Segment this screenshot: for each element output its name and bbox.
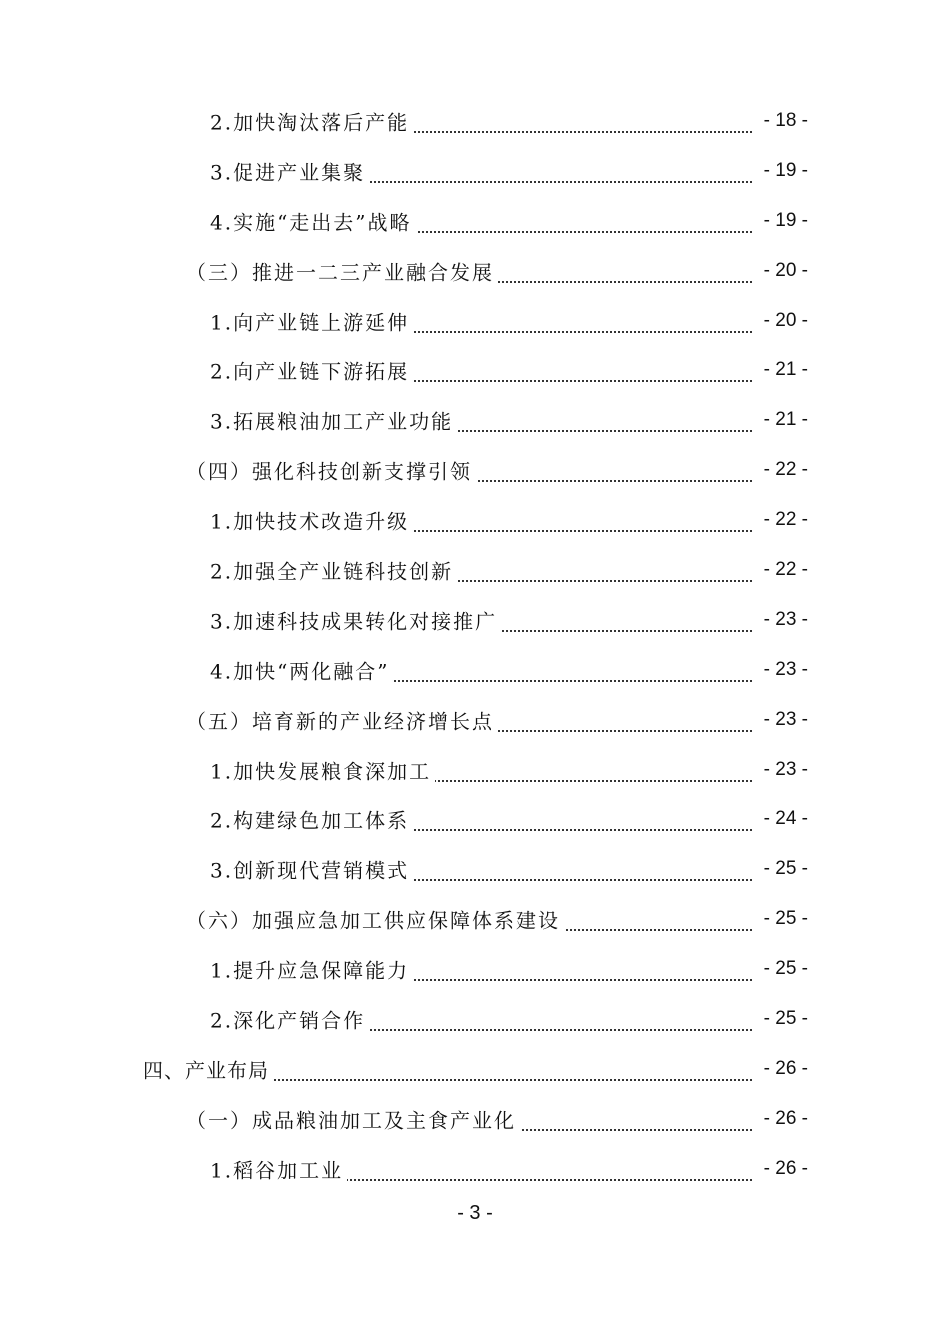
toc-entry[interactable] [0,495,950,545]
toc-entry-page: - 20 - [758,260,808,282]
toc-entry[interactable] [0,445,950,495]
toc-entry-title: 2.向产业链下游拓展 [210,356,413,385]
toc-entry-page: - 23 - [758,709,808,731]
toc-entry-title: 3.促进产业集聚 [210,156,369,185]
toc-entry-title: 3.拓展粮油加工产业功能 [210,406,457,435]
toc-entry-title: 2.加快淘汰落后产能 [210,106,413,135]
toc-entry-page: - 26 - [758,1058,808,1080]
toc-entry[interactable] [0,196,950,246]
toc-entry-title: 1.稻谷加工业 [210,1154,347,1183]
toc-entry-title: 3.创新现代营销模式 [210,855,413,884]
toc-entry-page: - 19 - [758,210,808,232]
toc-entry[interactable] [0,1144,950,1194]
toc-entry-page: - 23 - [758,659,808,681]
toc-entry-title: 1.加快技术改造升级 [210,506,413,535]
page-number: - 3 - [457,1202,493,1224]
toc-entry-title: （四）强化科技创新支撑引领 [186,456,476,485]
toc-entry-page: - 26 - [758,1158,808,1180]
toc-entry-page: - 21 - [758,409,808,431]
toc-entry-title: （一）成品粮油加工及主食产业化 [186,1104,520,1133]
toc-entry[interactable] [0,844,950,894]
toc-entry[interactable] [0,545,950,595]
toc-entry-page: - 19 - [758,160,808,182]
toc-entry-title: 4.实施“走出去”战略 [210,206,416,235]
toc-entry-page: - 22 - [758,509,808,531]
toc-entry-page: - 25 - [758,1008,808,1030]
toc-entry[interactable] [0,994,950,1044]
toc-entry-title: 2.加强全产业链科技创新 [210,555,457,584]
toc-entry[interactable] [0,96,950,146]
toc-entry-title: 2.构建绿色加工体系 [210,805,413,834]
toc-entry-page: - 22 - [758,459,808,481]
toc-entry[interactable] [0,695,950,745]
toc-entry-page: - 20 - [758,310,808,332]
toc-entry-title: 2.深化产销合作 [210,1004,369,1033]
toc-entry[interactable] [0,645,950,695]
toc-entry-page: - 18 - [758,110,808,132]
toc-entry-page: - 25 - [758,858,808,880]
toc-entry-page: - 22 - [758,559,808,581]
toc-entry-page: - 23 - [758,759,808,781]
toc-entry-page: - 25 - [758,908,808,930]
table-of-contents [0,96,950,1194]
toc-entry-title: 3.加速科技成果转化对接推广 [210,605,501,634]
toc-entry[interactable] [0,894,950,944]
toc-entry-page: - 21 - [758,359,808,381]
toc-entry-page: - 25 - [758,958,808,980]
toc-entry[interactable] [0,745,950,795]
toc-entry-title: （六）加强应急加工供应保障体系建设 [186,905,564,934]
toc-entry[interactable] [0,146,950,196]
toc-entry-title: 1.加快发展粮食深加工 [210,755,435,784]
toc-entry-page: - 23 - [758,609,808,631]
toc-entry-title: （五）培育新的产业经济增长点 [186,705,498,734]
toc-entry-title: 四、产业布局 [143,1054,273,1083]
toc-entry[interactable] [0,1094,950,1144]
toc-entry-page: - 24 - [758,808,808,830]
toc-entry[interactable] [0,345,950,395]
toc-entry-title: 1.提升应急保障能力 [210,955,413,984]
toc-entry[interactable] [0,944,950,994]
toc-entry-page: - 26 - [758,1108,808,1130]
toc-entry[interactable] [0,1044,950,1094]
toc-entry[interactable] [0,794,950,844]
toc-entry-title: （三）推进一二三产业融合发展 [186,256,498,285]
toc-entry[interactable] [0,395,950,445]
toc-entry[interactable] [0,296,950,346]
toc-entry-title: 1.向产业链上游延伸 [210,306,413,335]
toc-entry[interactable] [0,595,950,645]
toc-entry-title: 4.加快“两化融合” [210,655,394,684]
toc-entry[interactable] [0,246,950,296]
